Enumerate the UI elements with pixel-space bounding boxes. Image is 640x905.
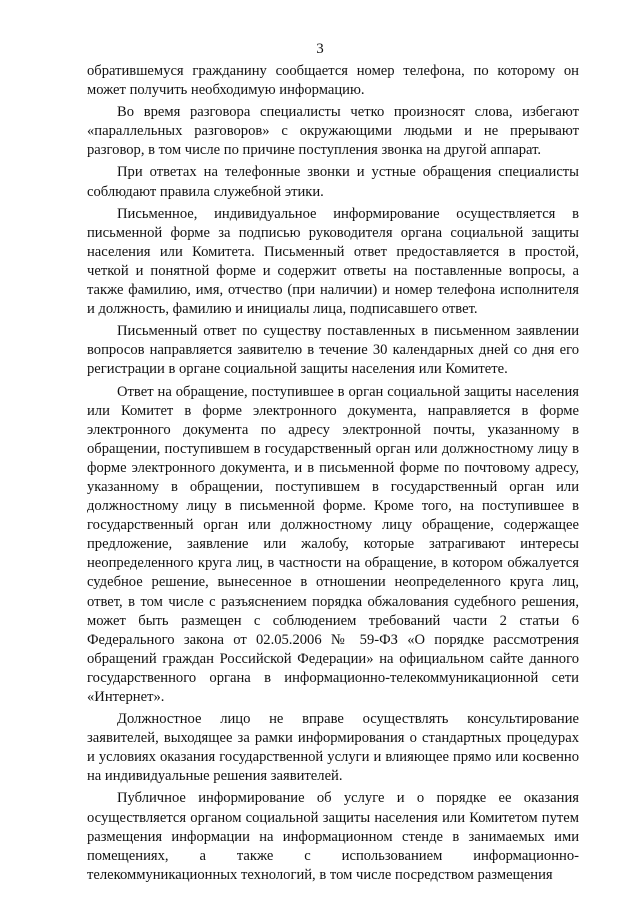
paragraph: Публичное информирование об услуге и о порядке ее оказания осуществляется органом социальной защиты населения или Комитетом путем размещения информации на информационном стенде в занимаемых ими помещениях, а также с использованием информационно-телекоммуникационных технологий, в том числе посредством размещения (87, 790, 579, 883)
paragraph: При ответах на телефонные звонки и устные обращения специалисты соблюдают правила служебной этики. (87, 164, 579, 200)
document-body (87, 62, 579, 885)
paragraph: Во время разговора специалисты четко произносят слова, избегают «параллельных разговоров» с окружающими людьми и не прерывают разговор, в том числе по причине поступления звонка на другой аппарат. (87, 104, 579, 159)
paragraph: Должностное лицо не вправе осуществлять консультирование заявителей, выходящее за рамки информирования о стандартных процедурах и условиях оказания государственной услуги и влияющее прямо или косвенно на индивидуальные решения заявителей. (87, 711, 579, 785)
paragraph: Ответ на обращение, поступившее в орган социальной защиты населения или Комитет в форме электронного документа, направляется в форме электронного документа по адресу электронной почты, указанному в обращении, поступившем в государственный орган или должностному лицу в форме электронного документа, и в письменной форме по почтовому адресу, указанному в обращении, поступившем в государственный орган или должностному лицу в письменной форме. Кроме того, на поступившее в государственный орган или должностному лицу обращение, содержащее предложение, заявление или жалобу, которые затрагивают интересы неопределенного круга лиц, в частности на обращение, в котором обжалуется судебное решение, вынесенное в отношении неопределенного круга лиц, ответ, в том числе с разъяснением порядка обжалования судебного решения, может быть размещен с соблюдением требований части 2 статьи 6 Федерального закона от 02.05.2006 № 59-ФЗ «О порядке рассмотрения обращений граждан Российской Федерации» на официальном сайте данного государственного органа в информационно-телекоммуникационной сети «Интернет». (87, 383, 579, 705)
paragraph: Письменный ответ по существу поставленных в письменном заявлении вопросов направляется заявителю в течение 30 календарных дней со дня его регистрации в органе социальной защиты населения или Комитете. (87, 323, 579, 378)
paragraph: Письменное, индивидуальное информирование осуществляется в письменной форме за подписью руководителя органа социальной защиты населения или Комитета. Письменный ответ предоставляется в простой, четкой и понятной форме и содержит ответы на поставленные вопросы, а также фамилию, имя, отчество (при наличии) и номер телефона исполнителя и должность, фамилию и инициалы лица, подписавшего ответ. (87, 205, 579, 318)
page-number: 3 (316, 41, 324, 57)
paragraph: обратившемуся гражданину сообщается номер телефона, по которому он может получить необходимую информацию. (87, 63, 579, 99)
